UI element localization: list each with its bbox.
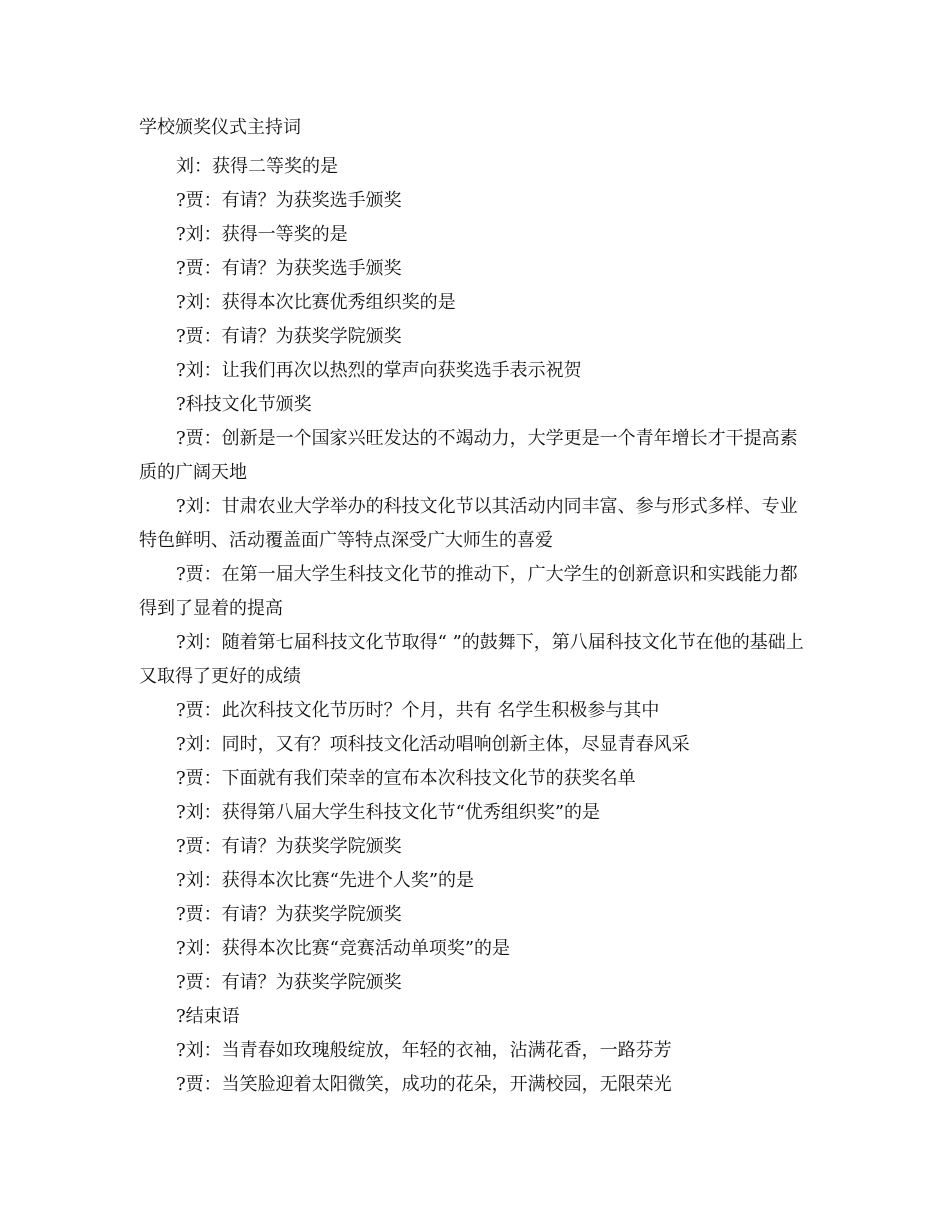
document-title: 学校颁奖仪式主持词 bbox=[139, 117, 301, 138]
paragraph: ?贾：有请？为获奖学院颁奖 bbox=[176, 326, 402, 347]
paragraph: ?贾：下面就有我们荣幸的宣布本次科技文化节的获奖名单 bbox=[176, 768, 636, 789]
paragraph: ?贾：此次科技文化节历时？个月，共有 名学生积极参与其中 bbox=[176, 700, 660, 721]
paragraph: ?贾：有请？为获奖选手颁奖 bbox=[176, 258, 402, 279]
paragraph: ?贾：有请？为获奖学院颁奖 bbox=[176, 904, 402, 925]
paragraph: ?贾：当笑脸迎着太阳微笑，成功的花朵，开满校园，无限荣光 bbox=[176, 1074, 672, 1095]
paragraph: ?贾：有请？为获奖学院颁奖 bbox=[176, 972, 402, 993]
paragraph: ?贾：有请？为获奖学院颁奖 bbox=[176, 836, 402, 857]
paragraph: ?贾：创新是一个国家兴旺发达的不竭动力，大学更是一个青年增长才干提高素质的广阔天地 bbox=[139, 428, 798, 483]
paragraph: ?刘：同时，又有？项科技文化活动唱响创新主体，尽显青春风采 bbox=[176, 734, 690, 755]
section-heading: ?结束语 bbox=[176, 1006, 240, 1027]
section-heading: ?科技文化节颁奖 bbox=[176, 394, 312, 415]
paragraph: ?刘：当青春如玫瑰般绽放，年轻的衣袖，沾满花香，一路芬芳 bbox=[176, 1040, 672, 1061]
paragraph: ?刘：让我们再次以热烈的掌声向获奖选手表示祝贺 bbox=[176, 360, 582, 381]
paragraph: ?刘：获得本次比赛优秀组织奖的是 bbox=[176, 292, 456, 313]
document-body bbox=[139, 116, 815, 1102]
paragraph: ?贾：有请？为获奖选手颁奖 bbox=[176, 190, 402, 211]
paragraph: ?刘：获得第八届大学生科技文化节“优秀组织奖”的是 bbox=[176, 802, 601, 823]
paragraph: ?刘：甘肃农业大学举办的科技文化节以其活动内同丰富、参与形式多样、专业特色鲜明、活动覆盖面广等特点深受广大师生的喜爱 bbox=[139, 496, 798, 551]
paragraph: ?刘：随着第七届科技文化节取得“ ”的鼓舞下，第八届科技文化节在他的基础上又取得了更好的成绩 bbox=[139, 632, 804, 687]
paragraph: ?刘：获得一等奖的是 bbox=[176, 224, 348, 245]
paragraph: 刘：获得二等奖的是 bbox=[176, 156, 338, 177]
paragraph: ?贾：在第一届大学生科技文化节的推动下，广大学生的创新意识和实践能力都得到了显着的提高 bbox=[139, 564, 798, 619]
paragraph: ?刘：获得本次比赛“先进个人奖”的是 bbox=[176, 870, 475, 891]
paragraph: ?刘：获得本次比赛“竞赛活动单项奖”的是 bbox=[176, 938, 511, 959]
